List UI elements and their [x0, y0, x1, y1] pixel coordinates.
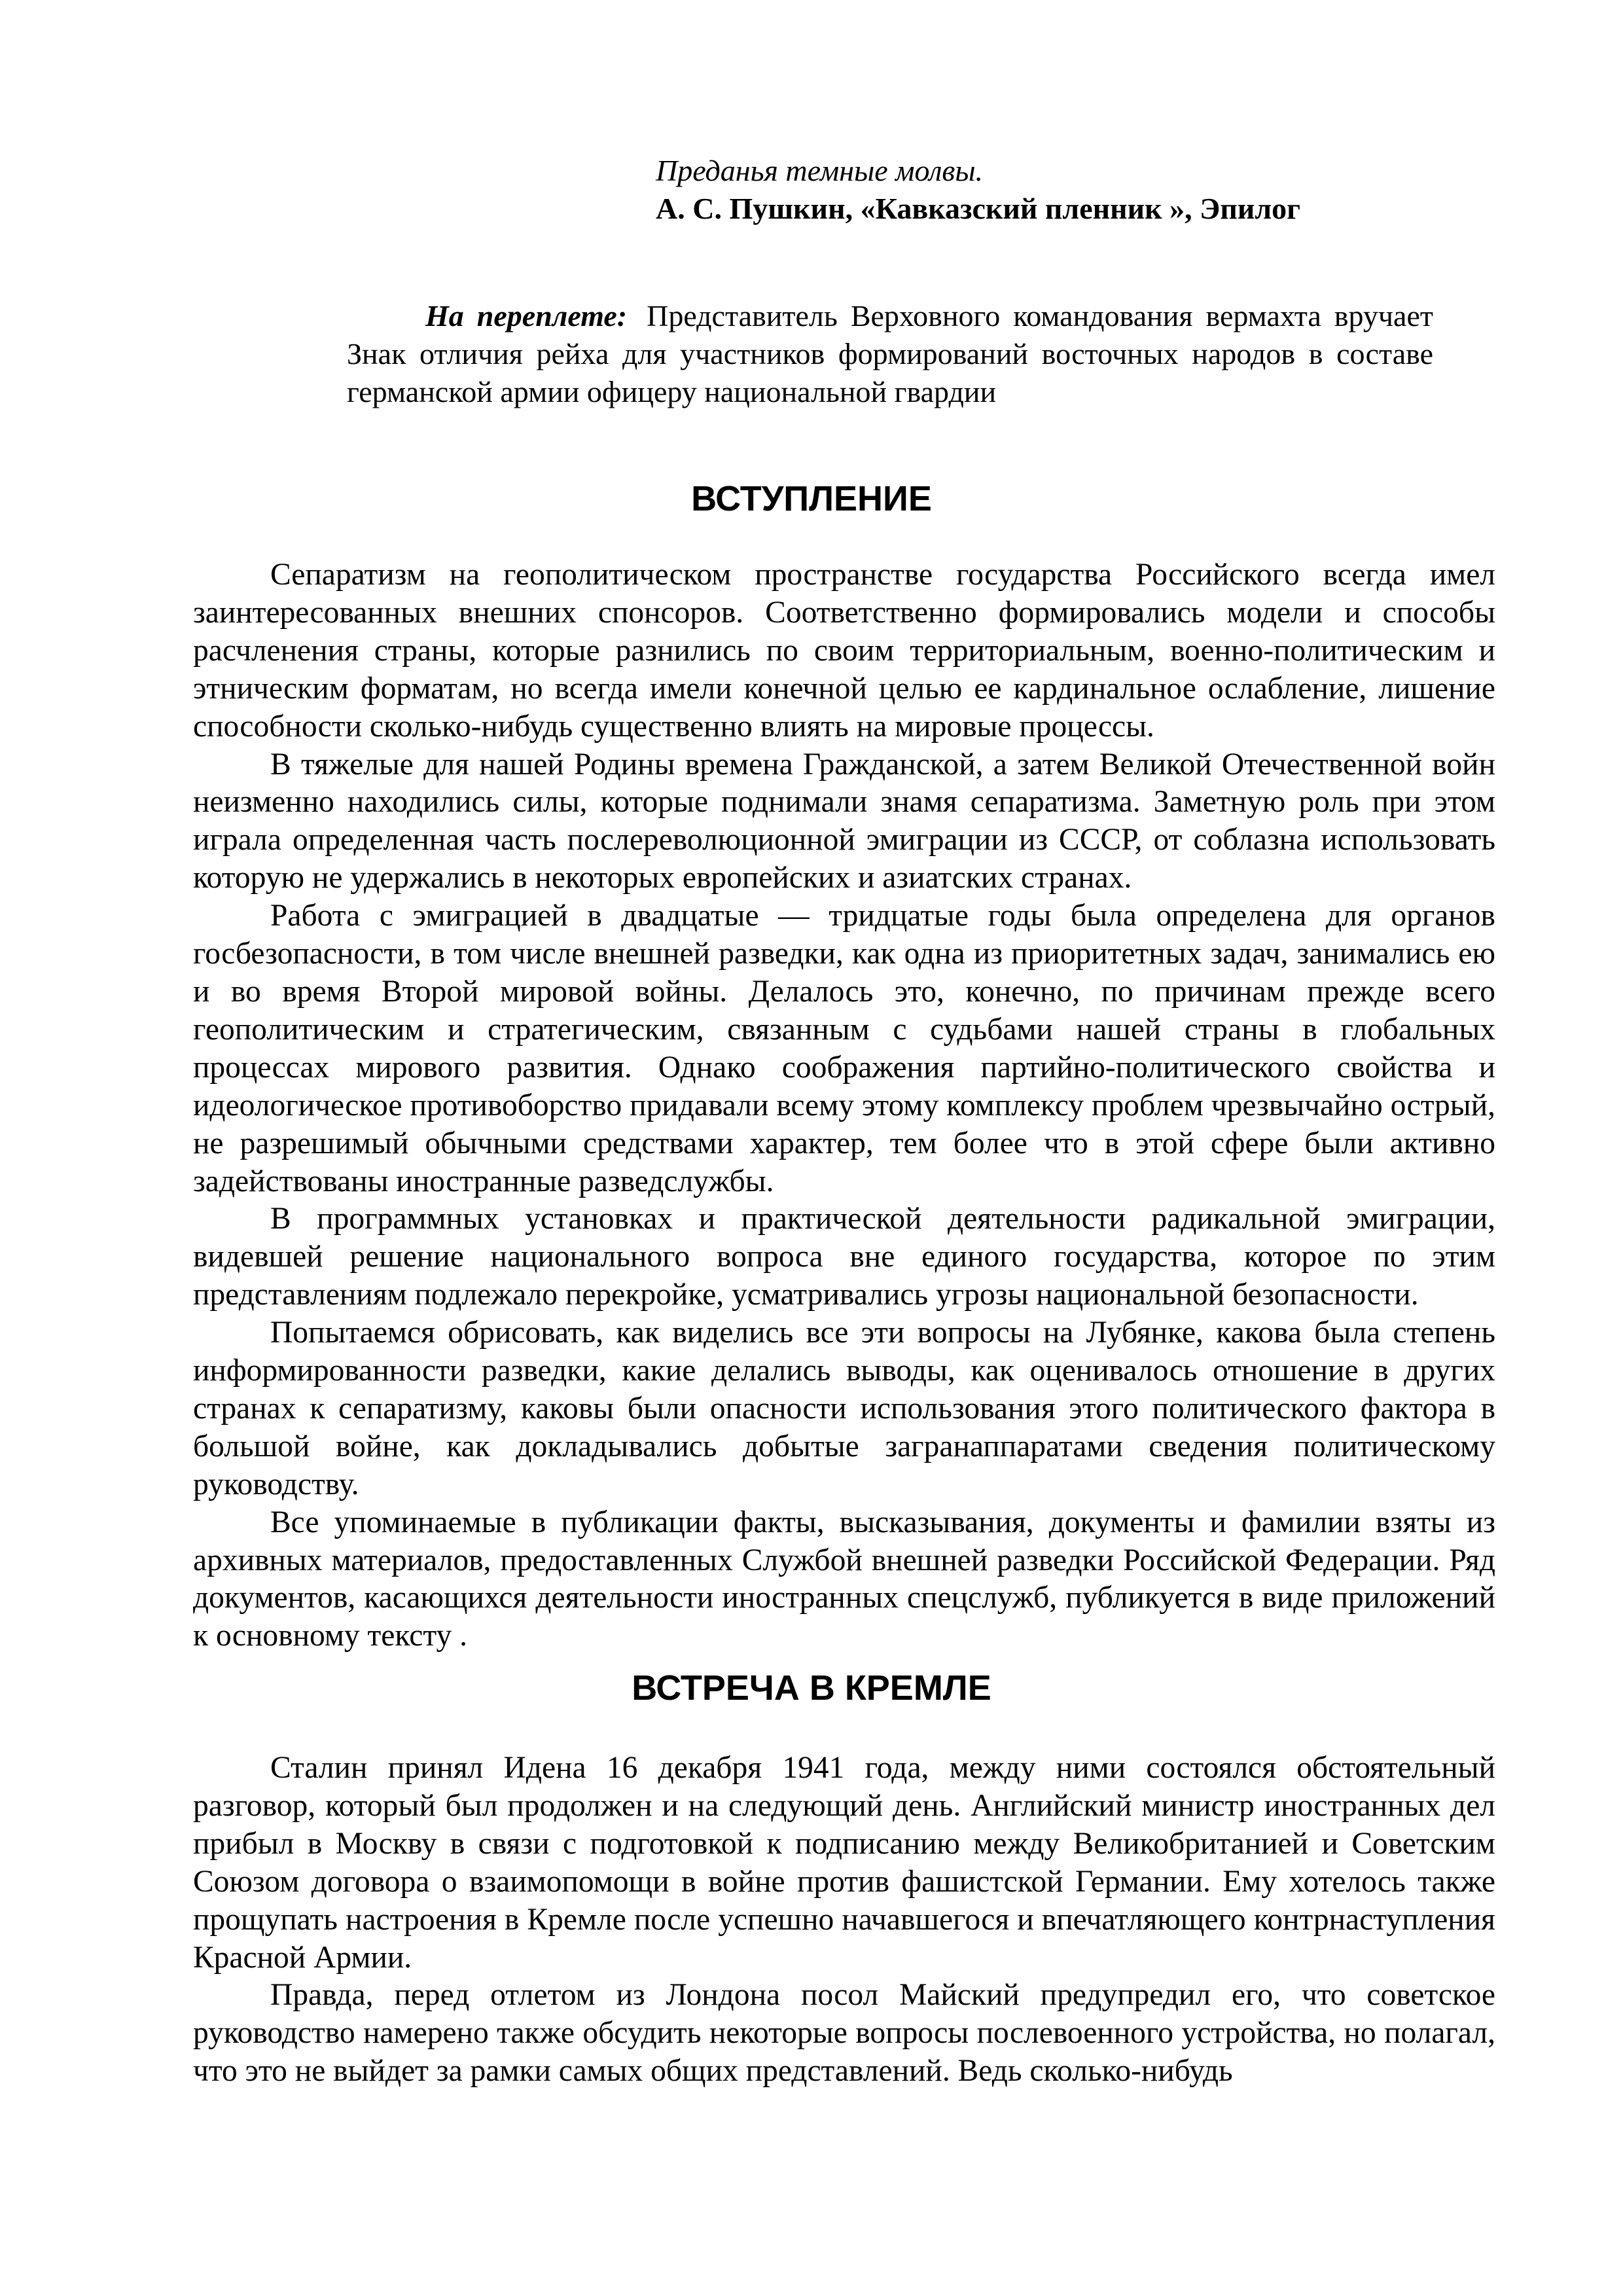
paragraph: Сепаратизм на геополитическом пространстве государства Российского всегда имел заинтересованных внешних спонсоров. Соответственно формировались модели и способы расчленения страны, которые разнились по своим территориальным, военно-политическим и этническим форматам, но всегда имели конечной целью ее кардинальное ослабление, лишение способности сколько-нибудь существенно влиять на мировые процессы.: [193, 558, 1495, 744]
cover-note: [347, 297, 1433, 411]
section-title-kremlin: ВСТРЕЧА В КРЕМЛЕ: [632, 1668, 991, 1708]
paragraph: В программных установках и практической деятельности радикальной эмиграции, видевшей решение национального вопроса вне единого государства, которое по этим представлениям подлежало перекройке, усматривались угрозы национальной безопасности.: [193, 1202, 1495, 1312]
section-body-kremlin: [193, 1749, 1495, 2090]
section-body-intro: [193, 556, 1495, 1655]
epigraph: [656, 152, 1507, 228]
paragraph: Сталин принял Идена 16 декабря 1941 года, между ними состоялся обстоятельный разговор, который был продолжен и на следующий день. Английский министр иностранных дел прибыл в Москву в связи с подготовкой к подписанию между Великобританией и Советским Союзом договора о взаимопомощи в войне против фашистской Германии. Ему хотелось также прощупать настроения в Кремле после успешно начавшегося и впечатляющего контрнаступления Красной Армии.: [193, 1751, 1495, 1975]
epigraph-quote: Преданья темные молвы.: [656, 154, 984, 187]
paragraph: Правда, перед отлетом из Лондона посол Майский предупредил его, что советское руководство намерено также обсудить некоторые вопросы послевоенного устройства, но полагал, что это не выйдет за рамки самых общих представлений. Ведь сколько-нибудь: [193, 1978, 1495, 2089]
paragraph: Попытаемся обрисовать, как виделись все эти вопросы на Лубянке, какова была степень информированности разведки, какие делались выводы, как оценивалось отношение в других странах к сепаратизму, каковы были опасности использования этого политического фактора в большой войне, как докладывались добытые загранаппаратами сведения политическому руководству.: [193, 1316, 1495, 1501]
cover-note-label: На переплете:: [425, 299, 628, 332]
epigraph-source: А. С. Пушкин, «Кавказский пленник », Эпилог: [656, 192, 1301, 225]
section-title-intro: ВСТУПЛЕНИЕ: [691, 479, 932, 518]
paragraph: Работа с эмиграцией в двадцатые — тридцатые годы была определена для органов госбезопасности, в том числе внешней разведки, как одна из приоритетных задач, занимались ею и во время Второй мировой войны. Делалось это, конечно, по причинам прежде всего геополитическим и стратегическим, связанным с судьбами нашей страны в глобальных процессах мирового развития. Однако соображения партийно-политического свойства и идеологическое противоборство придавали всему этому комплексу проблем чрезвычайно острый, не разрешимый обычными средствами характер, тем более что в этой сфере были активно задействованы иностранные разведслужбы.: [193, 899, 1495, 1198]
paragraph: В тяжелые для нашей Родины времена Гражданской, а затем Великой Отечественной войн неизменно находились силы, которые поднимали знамя сепаратизма. Заметную роль при этом играла определенная часть послереволюционной эмиграции из СССР, от соблазна использовать которую не удержались в некоторых европейских и азиатских странах.: [193, 747, 1495, 895]
cover-note-text: Представитель Верховного командования вермахта вручает Знак отличия рейха для участников формирований восточных народов в составе германской армии офицеру национальной гвардии: [347, 299, 1433, 408]
paragraph: Все упоминаемые в публикации факты, высказывания, документы и фамилии взяты из архивных материалов, предоставленных Службой внешней разведки Российской Федерации. Ряд документов, касающихся деятельности иностранных спецслужб, публикуется в виде приложений к основному тексту .: [193, 1505, 1495, 1653]
